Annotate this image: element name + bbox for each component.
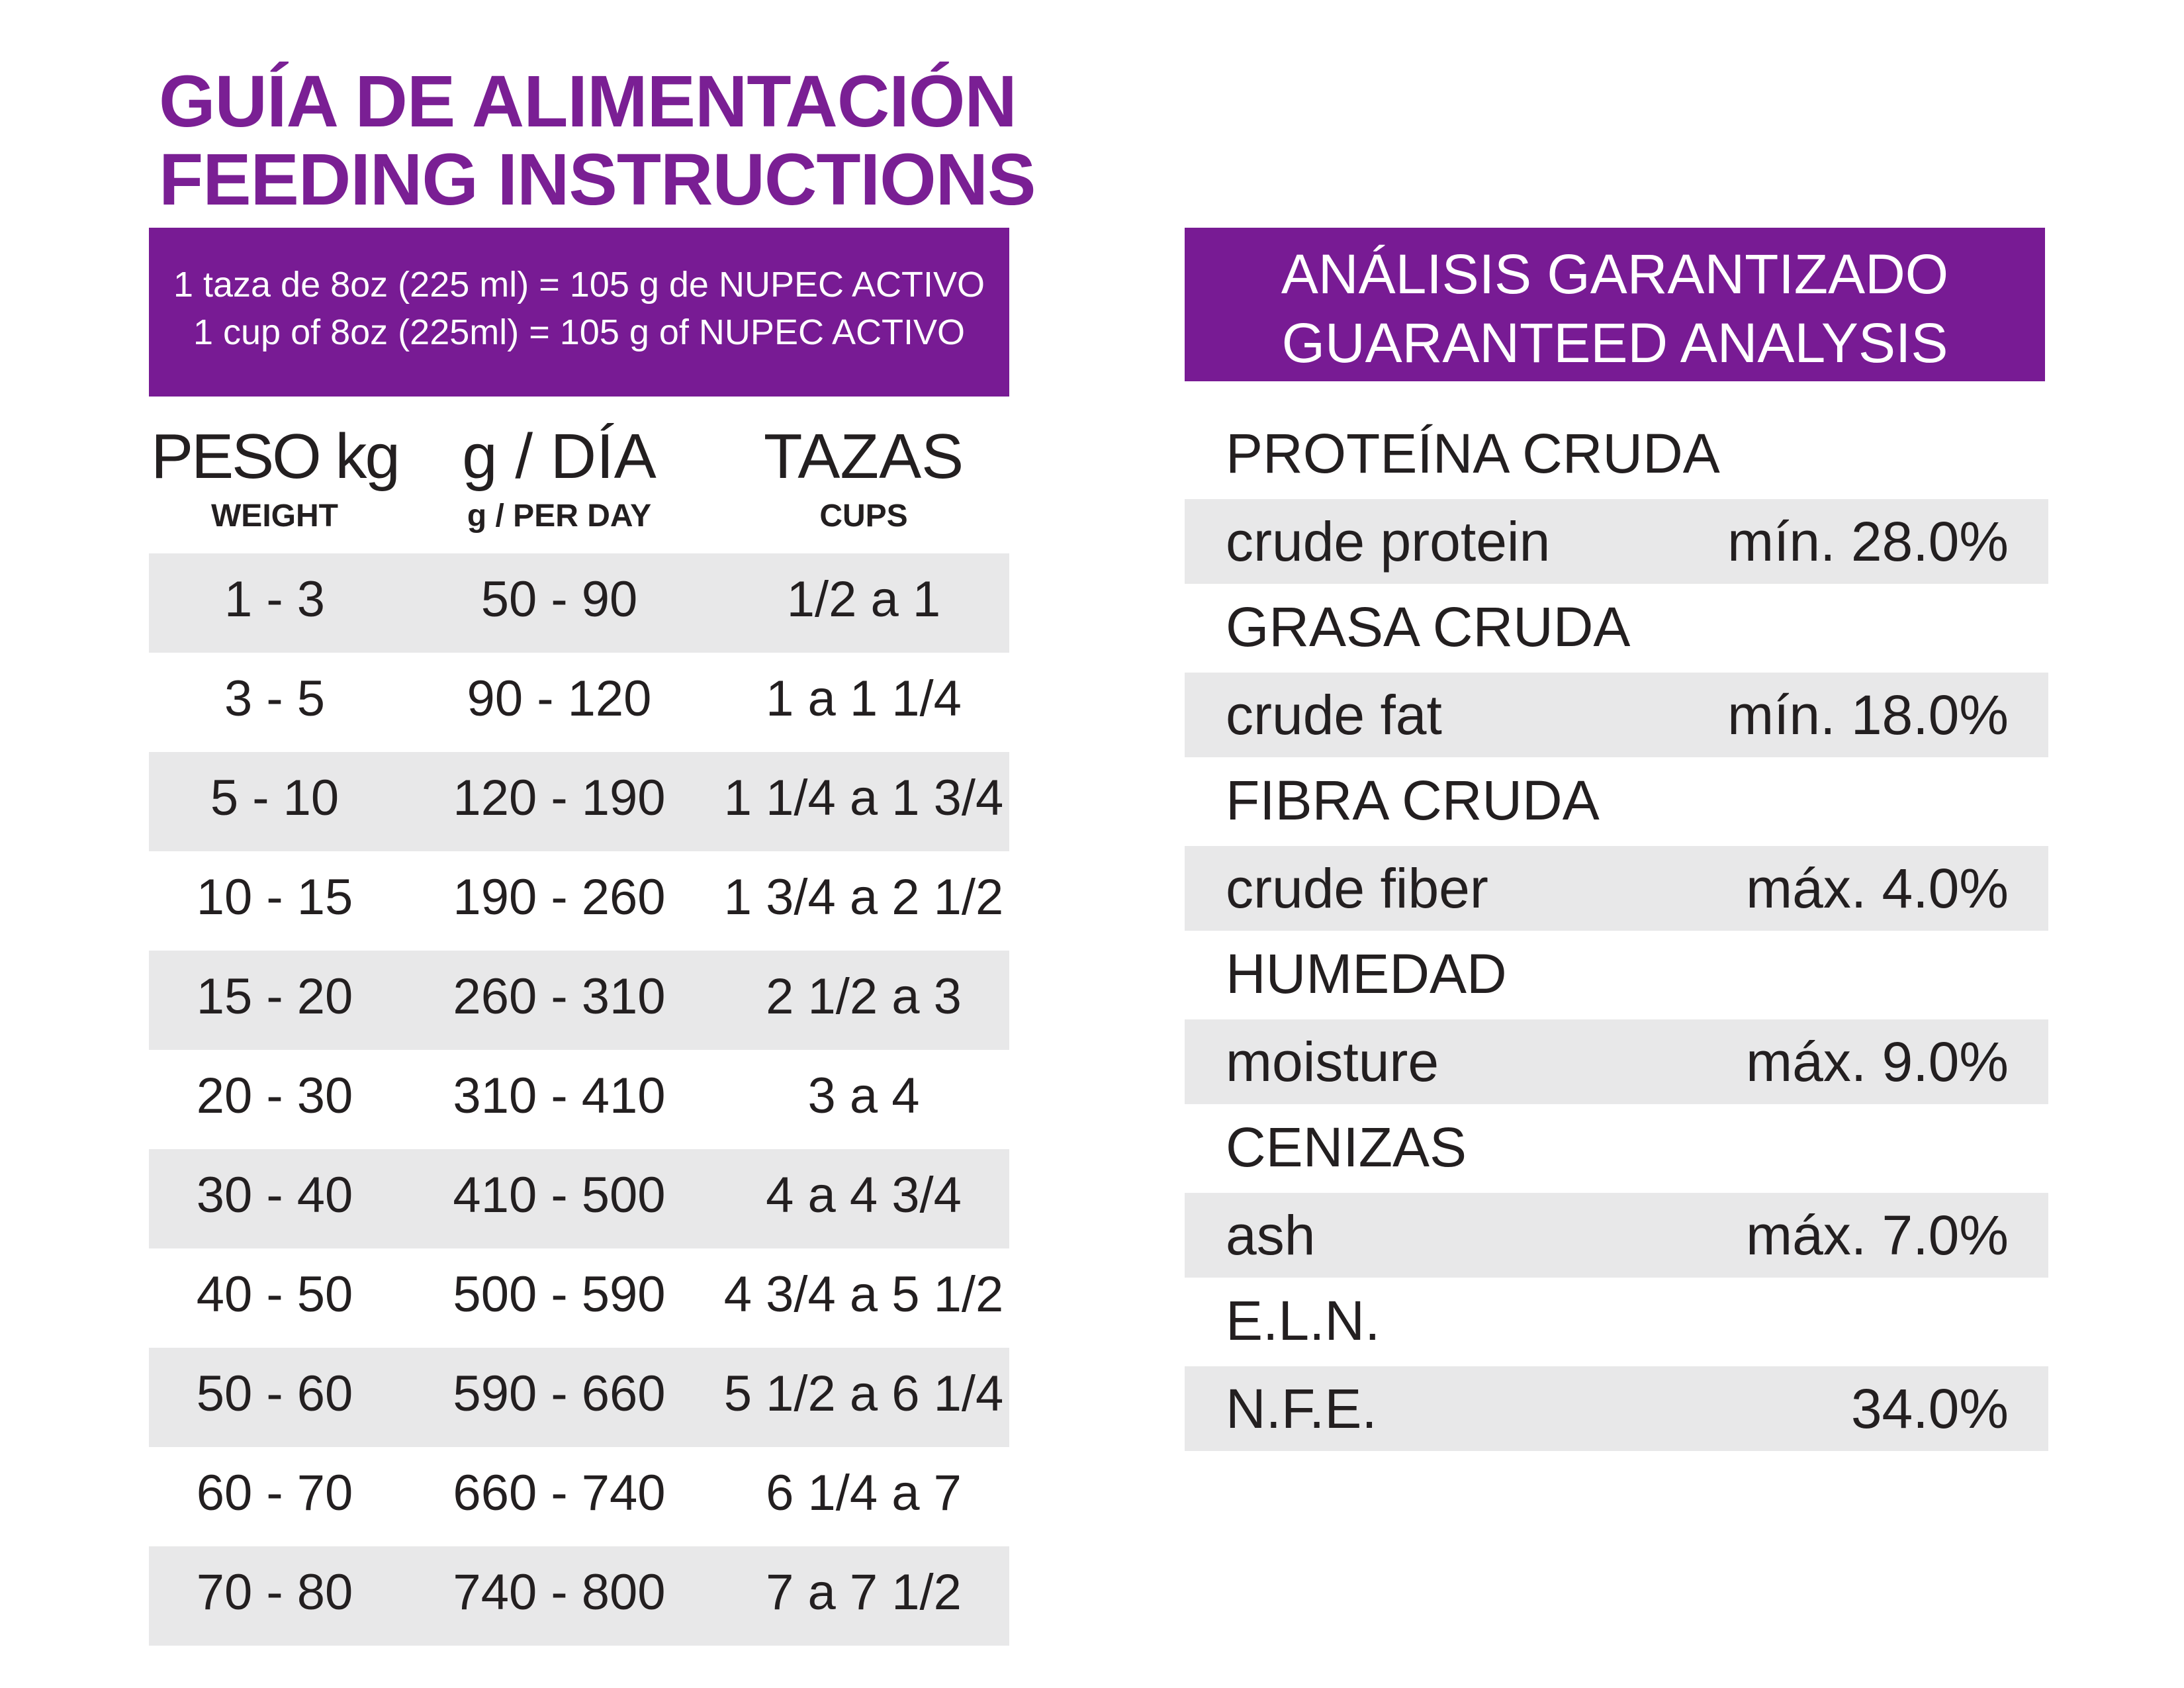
- grams-cell: 740 - 800: [453, 1564, 666, 1620]
- weight-cell: 30 - 40: [196, 1167, 353, 1223]
- analysis-row: [1185, 499, 2048, 584]
- cups-cell: 2 1/2 a 3: [766, 968, 962, 1025]
- title-spanish: GUÍA DE ALIMENTACIÓN: [159, 61, 1017, 142]
- weight-cell: 15 - 20: [196, 968, 353, 1025]
- cups-cell: 7 a 7 1/2: [766, 1564, 962, 1620]
- grams-cell: 90 - 120: [467, 671, 652, 727]
- cups-cell: 1/2 a 1: [786, 571, 941, 628]
- feeding-table: [149, 553, 1009, 1646]
- analysis-label-english: ash: [1226, 1204, 1316, 1266]
- table-row: [149, 851, 1009, 951]
- analysis-label-english: crude fat: [1226, 684, 1442, 746]
- analysis-value: máx. 4.0%: [1746, 857, 2009, 919]
- cups-column-header: [718, 421, 1009, 536]
- table-row: [149, 553, 1009, 653]
- analysis-value: mín. 28.0%: [1727, 510, 2009, 573]
- grams-cell: 660 - 740: [453, 1465, 666, 1521]
- table-row: [149, 653, 1009, 752]
- serving-size-english: 1 cup of 8oz (225ml) = 105 g of NUPEC ACTIVO: [193, 312, 966, 352]
- weight-cell: 5 - 10: [210, 770, 340, 826]
- analysis-label-spanish: GRASA CRUDA: [1226, 596, 1631, 658]
- grams-header-main: g / DÍA: [462, 421, 657, 492]
- grams-column-header: [400, 421, 718, 536]
- analysis-label-english: N.F.E.: [1226, 1378, 1377, 1440]
- table-row: [149, 951, 1009, 1050]
- analysis-row: [1185, 1366, 2048, 1451]
- analysis-label-spanish: CENIZAS: [1226, 1116, 1467, 1178]
- cups-cell: 1 3/4 a 2 1/2: [723, 869, 1004, 925]
- table-row: [149, 1050, 1009, 1149]
- cups-cell: 4 3/4 a 5 1/2: [723, 1266, 1004, 1323]
- table-row: [149, 752, 1009, 851]
- weight-cell: 10 - 15: [196, 869, 353, 925]
- cups-cell: 4 a 4 3/4: [766, 1167, 962, 1223]
- grams-cell: 310 - 410: [453, 1068, 666, 1124]
- weight-cell: 1 - 3: [224, 571, 326, 628]
- weight-column-header: [149, 421, 400, 536]
- cups-cell: 6 1/4 a 7: [766, 1465, 962, 1521]
- analysis-row: [1185, 1019, 2048, 1104]
- analysis-value: mín. 18.0%: [1727, 684, 2009, 746]
- analysis-label-english: crude protein: [1226, 510, 1551, 573]
- grams-cell: 50 - 90: [480, 571, 638, 628]
- table-row: [149, 1149, 1009, 1248]
- analysis-label-spanish: E.L.N.: [1226, 1289, 1381, 1352]
- serving-size-banner: [149, 228, 1009, 397]
- cups-cell: 5 1/2 a 6 1/4: [723, 1366, 1004, 1422]
- analysis-table: [1185, 410, 2048, 1451]
- cups-header-main: TAZAS: [763, 421, 964, 492]
- analysis-value: 34.0%: [1850, 1378, 2009, 1440]
- grams-cell: 120 - 190: [453, 770, 666, 826]
- cups-cell: 1 1/4 a 1 3/4: [723, 770, 1004, 826]
- grams-cell: 190 - 260: [453, 869, 666, 925]
- analysis-title-spanish: ANÁLISIS GARANTIZADO: [1281, 243, 1949, 305]
- grams-cell: 260 - 310: [453, 968, 666, 1025]
- grams-cell: 500 - 590: [453, 1266, 666, 1323]
- analysis-label-english: moisture: [1226, 1031, 1439, 1093]
- weight-cell: 40 - 50: [196, 1266, 353, 1323]
- weight-cell: 20 - 30: [196, 1068, 353, 1124]
- analysis-label-spanish: PROTEÍNA CRUDA: [1226, 422, 1720, 485]
- weight-header-sub: WEIGHT: [211, 498, 338, 534]
- analysis-label-english: crude fiber: [1226, 857, 1488, 919]
- table-row: [149, 1348, 1009, 1447]
- grams-cell: 590 - 660: [453, 1366, 666, 1422]
- weight-cell: 50 - 60: [196, 1366, 353, 1422]
- analysis-value: máx. 7.0%: [1746, 1204, 2009, 1266]
- analysis-label-spanish: FIBRA CRUDA: [1226, 769, 1600, 831]
- grams-header-sub: g / PER DAY: [467, 498, 652, 534]
- weight-cell: 60 - 70: [196, 1465, 353, 1521]
- cups-cell: 1 a 1 1/4: [766, 671, 962, 727]
- table-row: [149, 1248, 1009, 1348]
- weight-cell: 3 - 5: [224, 671, 326, 727]
- cups-cell: 3 a 4: [807, 1068, 920, 1124]
- analysis-banner: [1185, 228, 2045, 381]
- grams-cell: 410 - 500: [453, 1167, 666, 1223]
- analysis-row: [1185, 846, 2048, 931]
- analysis-label-spanish: HUMEDAD: [1226, 943, 1507, 1005]
- table-row: [149, 1447, 1009, 1546]
- cups-header-sub: CUPS: [819, 498, 908, 534]
- analysis-row: [1185, 673, 2048, 757]
- weight-cell: 70 - 80: [196, 1564, 353, 1620]
- title-english: FEEDING INSTRUCTIONS: [159, 139, 1036, 220]
- analysis-row: [1185, 1193, 2048, 1278]
- analysis-title-english: GUARANTEED ANALYSIS: [1281, 312, 1948, 374]
- table-row: [149, 1546, 1009, 1646]
- weight-header-main: PESO kg: [151, 421, 398, 492]
- page-title: [159, 61, 1036, 220]
- serving-size-spanish: 1 taza de 8oz (225 ml) = 105 g de NUPEC ACTIVO: [173, 265, 985, 305]
- analysis-value: máx. 9.0%: [1746, 1031, 2009, 1093]
